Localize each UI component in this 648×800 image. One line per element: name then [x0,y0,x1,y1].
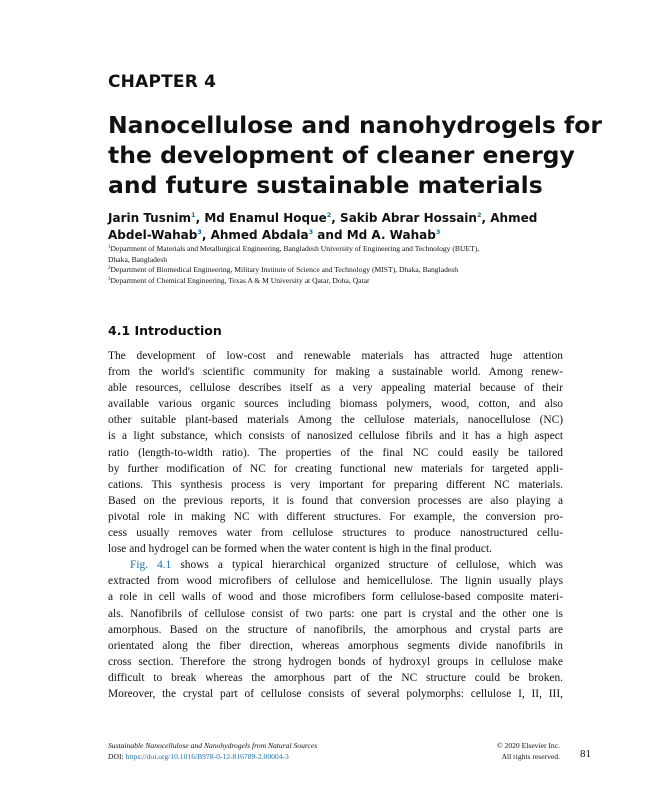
author-name: Abdel-Wahab [108,228,198,242]
affiliation-list [108,244,578,286]
text-line: available various organic sources including biomass polymers, wood, cotton, and also [108,398,563,411]
text-line: Based on the previous reports, it is found that conversion processes are also playing a [108,494,563,507]
author-separator: , [331,211,341,225]
affiliation-marker: 1 [108,245,111,250]
chapter-title-line: and future sustainable materials [108,171,543,199]
chapter-title-line: the development of cleaner energy [108,141,575,169]
text-segment: shows a typical hierarchical organized structure of cellulose, which was [171,559,563,572]
chapter-title-line: Nanocellulose and nanohydrogels for [108,111,603,139]
book-title: Sustainable Nanocellulose and Nanohydrogels from Natural Sources [108,741,318,750]
text-line: other suitable plant-based materials Among the cellulose materials, nanocellulose (NC) [108,414,563,427]
text-line: orientated along the fiber direction, whereas amorphous segments divide nanofibrils in [108,639,563,652]
author-affiliation-marker[interactable]: 3 [197,228,202,236]
author-affiliation-marker[interactable]: 1 [191,211,196,219]
page-number: 81 [580,748,591,760]
text-line: The development of low-cost and renewable materials has attracted huge attention [108,350,563,362]
author-line [108,210,578,227]
rights-text: All rights reserved. [501,751,560,761]
text-line: is a light substance, which consists of nanosized cellulose fibrils and it has a high aspect [108,430,563,443]
doi-prefix: DOI: [108,751,126,761]
affiliation-marker: 2 [108,266,111,271]
affiliation-text: Department of Chemical Engineering, Texas A & M University at Qatar, Doha, Qatar [110,275,370,285]
text-line: ratio (length-to-width ratio). The properties of the final NC could easily be tailored [108,446,563,459]
author-line [108,227,578,244]
text-line: by further modification of NC for creating functional new materials for targeted appli- [108,462,563,475]
affiliation [108,265,578,276]
author-affiliation-marker[interactable]: 2 [326,211,332,219]
author-separator: , [195,211,205,225]
author-name: Md A. Wahab [346,228,436,242]
text-line: lose and hydrogel can be formed when the water content is high in the final product. [108,543,493,556]
copyright-text: © 2020 Elsevier Inc. [496,741,560,750]
text-line: als. Nanofibrils of cellulose consist of two parts: one part is crystal and the other one is [108,607,563,620]
text-line: able resources, cellulose describes itself as a very appealing material because of their [108,382,563,395]
affiliation-text: Dhaka, Bangladesh [108,254,168,264]
affiliation [108,255,578,266]
affiliation [108,276,578,287]
text-line: extracted from wood microfibers of cellulose and hemicellulose. The lignin usually plays [108,575,563,588]
text-line: from the world's scientific community for making a sustainable world. Among renew- [108,366,563,379]
text-line: pivotal role in making NC with different structures. For example, the conversion pro- [108,510,563,523]
affiliation [108,244,578,255]
author-separator: , Ahmed [481,211,538,225]
chapter-label: CHAPTER 4 [108,72,217,92]
author-affiliation-marker[interactable]: 3 [435,228,441,236]
footer-copyright [476,741,560,762]
figure-reference-link[interactable]: Fig. 4.1 [130,559,172,572]
author-list [108,210,578,244]
text-line [108,557,563,573]
text-line: cess usually removes water from cellulose structures to produce nanostructured cellu- [108,527,563,540]
author-name: Md Enamul Hoque [204,211,327,225]
author-name: Jarin Tusnim [108,211,192,225]
body-text [108,348,563,702]
author-affiliation-marker[interactable]: 3 [308,228,314,236]
chapter-title [108,110,603,200]
text-line: amorphous. Based on the structure of nanofibrils, the amorphous and crystal parts are [108,623,563,636]
author-affiliation-marker[interactable]: 2 [476,211,482,219]
affiliation-marker: 3 [108,276,111,282]
text-line: a role in cell walls of wood and those microfibers form cellulose-based composite materi- [108,591,563,604]
affiliation-text: Department of Materials and Metallurgical Engineering, Bangladesh University of Engineering and Technology (BUET), [110,244,480,253]
author-separator: , [201,228,211,242]
author-separator: and [313,228,347,242]
doi-line [108,752,317,763]
section-heading: 4.1 Introduction [108,323,222,338]
affiliation-text: Department of Biomedical Engineering, Military Institute of Science and Technology (MIST), Dhaka, Bangladesh [110,265,458,274]
text-line: difficult to break whereas the amorphous part of the NC structure could be broken. [108,671,563,684]
doi-link[interactable]: https://doi.org/10.1016/B978-0-12-816789-2.00004-3 [125,751,289,761]
author-name: Ahmed Abdala [210,228,309,242]
text-line: cations. This synthesis process is very important for preparing different NC materials. [108,478,563,491]
footer-source [108,741,317,762]
text-line: Moreover, the crystal part of cellulose consists of several polymorphs: cellulose I, II, III, [108,687,563,700]
author-name: Sakib Abrar Hossain [340,211,477,225]
text-line: cross section. Therefore the strong hydrogen bonds of hydroxyl groups in cellulose make [108,655,563,668]
